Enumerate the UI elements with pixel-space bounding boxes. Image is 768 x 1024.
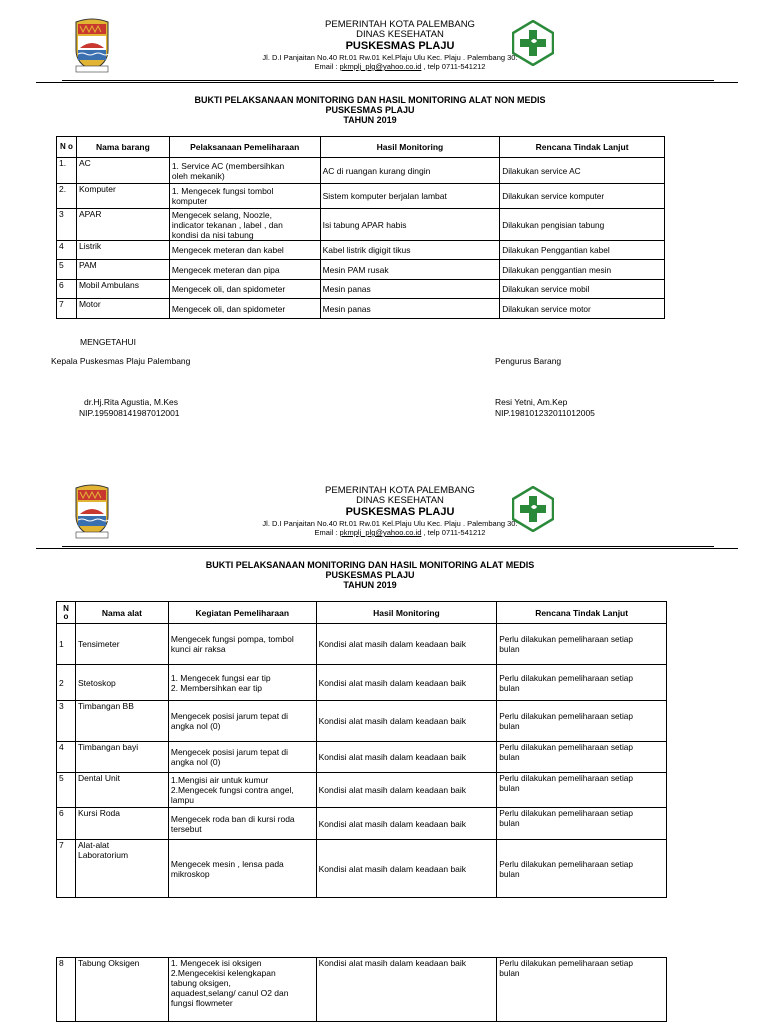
row-number: 4: [57, 742, 76, 773]
custodian-role: Pengurus Barang: [495, 356, 562, 366]
item-name: APAR: [76, 209, 169, 241]
table-row: [57, 808, 667, 840]
monitoring-result: Mesin PAM rusak: [320, 260, 500, 280]
row-number: 8: [57, 958, 76, 1022]
maintenance-action: 1.Mengisi air untuk kumur 2.Mengecek fungsi contra angel, lampu: [168, 773, 316, 808]
monitoring-result: Kondisi alat masih dalam keadaan baik: [316, 742, 497, 773]
item-name: Tensimeter: [75, 624, 168, 665]
maintenance-action: Mengecek roda ban di kursi roda tersebut: [168, 808, 316, 840]
column-header: Hasil Monitoring: [316, 602, 497, 624]
follow-up-plan: Dilakukan pengisian tabung: [500, 209, 665, 241]
row-number: 1.: [57, 158, 77, 184]
maintenance-action: Mengecek mesin , lensa pada mikroskop: [168, 840, 316, 898]
monitoring-result: Sistem komputer berjalan lambat: [320, 184, 500, 209]
maintenance-action: 1. Mengecek fungsi ear tip 2. Membersihkan ear tip: [168, 665, 316, 701]
doc-title-2: BUKTI PELAKSANAAN MONITORING DAN HASIL MONITORING ALAT MEDIS PUSKESMAS PLAJU TAHUN 2019: [205, 560, 535, 590]
non-medical-table: [56, 136, 665, 319]
city-crest-icon: [72, 16, 112, 74]
puskesmas-line: PUSKESMAS PLAJU: [345, 506, 455, 518]
head-role: Kepala Puskesmas Plaju Palembang: [51, 356, 191, 366]
follow-up-plan: Perlu dilakukan pemeliharaan setiap bulan: [497, 665, 667, 701]
follow-up-plan: Dilakukan Penggantian kabel: [500, 241, 665, 260]
row-number: 1: [57, 624, 76, 665]
column-header: Hasil Monitoring: [320, 137, 500, 158]
item-name: Kursi Roda: [75, 808, 168, 840]
monitoring-result: Kondisi alat masih dalam keadaan baik: [316, 958, 497, 1022]
column-header: Nama alat: [75, 602, 168, 624]
table-row: [57, 701, 667, 742]
head-name: dr.Hj.Rita Agustia, M.Kes: [84, 397, 179, 407]
column-header: Pelaksanaan Pemeliharaan: [169, 137, 320, 158]
row-number: 2.: [57, 184, 77, 209]
row-number: 5: [57, 773, 76, 808]
column-header: Rencana Tindak Lanjut: [500, 137, 665, 158]
follow-up-plan: Dilakukan service komputer: [500, 184, 665, 209]
maintenance-action: Mengecek posisi jarum tepat di angka nol (0): [168, 701, 316, 742]
table-row: [57, 209, 665, 241]
item-name: Alat-alat Laboratorium: [75, 840, 168, 898]
letterhead-2: [0, 482, 768, 552]
monitoring-result: Kabel listrik digigit tikus: [320, 241, 500, 260]
row-number: 3: [57, 701, 76, 742]
letterhead-1: [0, 16, 768, 86]
table-row: [57, 624, 667, 665]
gov-line: PEMERINTAH KOTA PALEMBANG: [325, 485, 475, 496]
maintenance-action: 1. Service AC (membersihkan oleh mekanik): [169, 158, 320, 184]
table-row: [57, 158, 665, 184]
custodian-name: Resi Yetni, Am.Kep: [495, 397, 568, 407]
item-name: Listrik: [76, 241, 169, 260]
item-name: Timbangan bayi: [75, 742, 168, 773]
column-header: N o: [57, 602, 76, 624]
maintenance-action: Mengecek oli, dan spidometer: [169, 299, 320, 319]
acknowledge-label: MENGETAHUI: [80, 337, 137, 347]
item-name: AC: [76, 158, 169, 184]
monitoring-result: Kondisi alat masih dalam keadaan baik: [316, 665, 497, 701]
table-header-row: [57, 137, 665, 158]
row-number: 7: [57, 299, 77, 319]
follow-up-plan: Perlu dilakukan pemeliharaan setiap bulan: [497, 840, 667, 898]
table-row: [57, 260, 665, 280]
follow-up-plan: Dilakukan service motor: [500, 299, 665, 319]
follow-up-plan: Perlu dilakukan pemeliharaan setiap bulan: [497, 742, 667, 773]
table-row: [57, 299, 665, 319]
monitoring-result: Isi tabung APAR habis: [320, 209, 500, 241]
follow-up-plan: Perlu dilakukan pemeliharaan setiap bulan: [497, 773, 667, 808]
table-row: [57, 241, 665, 260]
item-name: Tabung Oksigen: [75, 958, 168, 1022]
table-row: [57, 665, 667, 701]
follow-up-plan: Perlu dilakukan pemeliharaan setiap bulan: [497, 958, 667, 1022]
table-row: [57, 184, 665, 209]
letterhead-rule: [62, 546, 714, 547]
health-cross-icon: [512, 20, 554, 66]
item-name: Motor: [76, 299, 169, 319]
head-nip: NIP.195908141987012001: [79, 408, 180, 418]
follow-up-plan: Dilakukan service mobil: [500, 280, 665, 299]
follow-up-plan: Perlu dilakukan pemeliharaan setiap bulan: [497, 624, 667, 665]
table-row: [57, 773, 667, 808]
column-header: N o: [57, 137, 77, 158]
item-name: PAM: [76, 260, 169, 280]
contact-line: Email : pkmplj_plg@yahoo.co.id , telp 0711-541212: [314, 62, 486, 71]
table-row: [57, 742, 667, 773]
table-row: [57, 958, 667, 1022]
dept-line: DINAS KESEHATAN: [356, 29, 444, 40]
monitoring-result: Kondisi alat masih dalam keadaan baik: [316, 701, 497, 742]
item-name: Komputer: [76, 184, 169, 209]
row-number: 5: [57, 260, 77, 280]
column-header: Rencana Tindak Lanjut: [497, 602, 667, 624]
follow-up-plan: Dilakukan penggantian mesin: [500, 260, 665, 280]
row-number: 3: [57, 209, 77, 241]
row-number: 6: [57, 280, 77, 299]
maintenance-action: Mengecek fungsi pompa, tombol kunci air raksa: [168, 624, 316, 665]
column-header: Nama barang: [76, 137, 169, 158]
maintenance-action: Mengecek oli, dan spidometer: [169, 280, 320, 299]
maintenance-action: 1. Mengecek isi oksigen 2.Mengecekisi kelengkapan tabung oksigen, aquadest,selang/ canul O2 dan fungsi flowmeter: [168, 958, 316, 1022]
medical-table-continued: [56, 957, 667, 1022]
table-row: [57, 840, 667, 898]
maintenance-action: Mengecek selang, Noozle, indicator tekanan , label , dan kondisi da nisi tabung: [169, 209, 320, 241]
doc-title-1: BUKTI PELAKSANAAN MONITORING DAN HASIL MONITORING ALAT NON MEDIS PUSKESMAS PLAJU TAHUN 2019: [194, 95, 546, 125]
monitoring-result: Mesin panas: [320, 299, 500, 319]
letterhead-rule: [36, 548, 738, 549]
medical-table: [56, 601, 667, 898]
health-cross-icon: [512, 486, 554, 532]
puskesmas-line: PUSKESMAS PLAJU: [345, 40, 455, 52]
item-name: Timbangan BB: [75, 701, 168, 742]
row-number: 4: [57, 241, 77, 260]
item-name: Mobil Ambulans: [76, 280, 169, 299]
city-crest-icon: [72, 482, 112, 540]
row-number: 2: [57, 665, 76, 701]
row-number: 6: [57, 808, 76, 840]
item-name: Dental Unit: [75, 773, 168, 808]
monitoring-result: Kondisi alat masih dalam keadaan baik: [316, 624, 497, 665]
column-header: Kegiatan Pemeliharaan: [168, 602, 316, 624]
table-header-row: [57, 602, 667, 624]
monitoring-result: Mesin panas: [320, 280, 500, 299]
monitoring-result: Kondisi alat masih dalam keadaan baik: [316, 840, 497, 898]
follow-up-plan: Dilakukan service AC: [500, 158, 665, 184]
gov-line: PEMERINTAH KOTA PALEMBANG: [325, 19, 475, 30]
follow-up-plan: Perlu dilakukan pemeliharaan setiap bulan: [497, 808, 667, 840]
maintenance-action: Mengecek meteran dan pipa: [169, 260, 320, 280]
follow-up-plan: Perlu dilakukan pemeliharaan setiap bulan: [497, 701, 667, 742]
maintenance-action: Mengecek posisi jarum tepat di angka nol (0): [168, 742, 316, 773]
maintenance-action: Mengecek meteran dan kabel: [169, 241, 320, 260]
monitoring-result: Kondisi alat masih dalam keadaan baik: [316, 808, 497, 840]
monitoring-result: Kondisi alat masih dalam keadaan baik: [316, 773, 497, 808]
maintenance-action: 1. Mengecek fungsi tombol komputer: [169, 184, 320, 209]
custodian-nip: NIP.198101232011012005: [495, 408, 595, 418]
monitoring-result: AC di ruangan kurang dingin: [320, 158, 500, 184]
dept-line: DINAS KESEHATAN: [356, 495, 444, 506]
address-line: Jl. D.I Panjaitan No.40 Rt.01 Rw.01 Kel.Plaju Ulu Kec. Plaju . Palembang 30:: [262, 53, 518, 62]
table-row: [57, 280, 665, 299]
contact-line: Email : pkmplj_plg@yahoo.co.id , telp 0711-541212: [314, 528, 486, 537]
letterhead-rule: [62, 80, 714, 81]
row-number: 7: [57, 840, 76, 898]
letterhead-rule: [36, 82, 738, 83]
address-line: Jl. D.I Panjaitan No.40 Rt.01 Rw.01 Kel.Plaju Ulu Kec. Plaju . Palembang 30:: [262, 519, 518, 528]
item-name: Stetoskop: [75, 665, 168, 701]
